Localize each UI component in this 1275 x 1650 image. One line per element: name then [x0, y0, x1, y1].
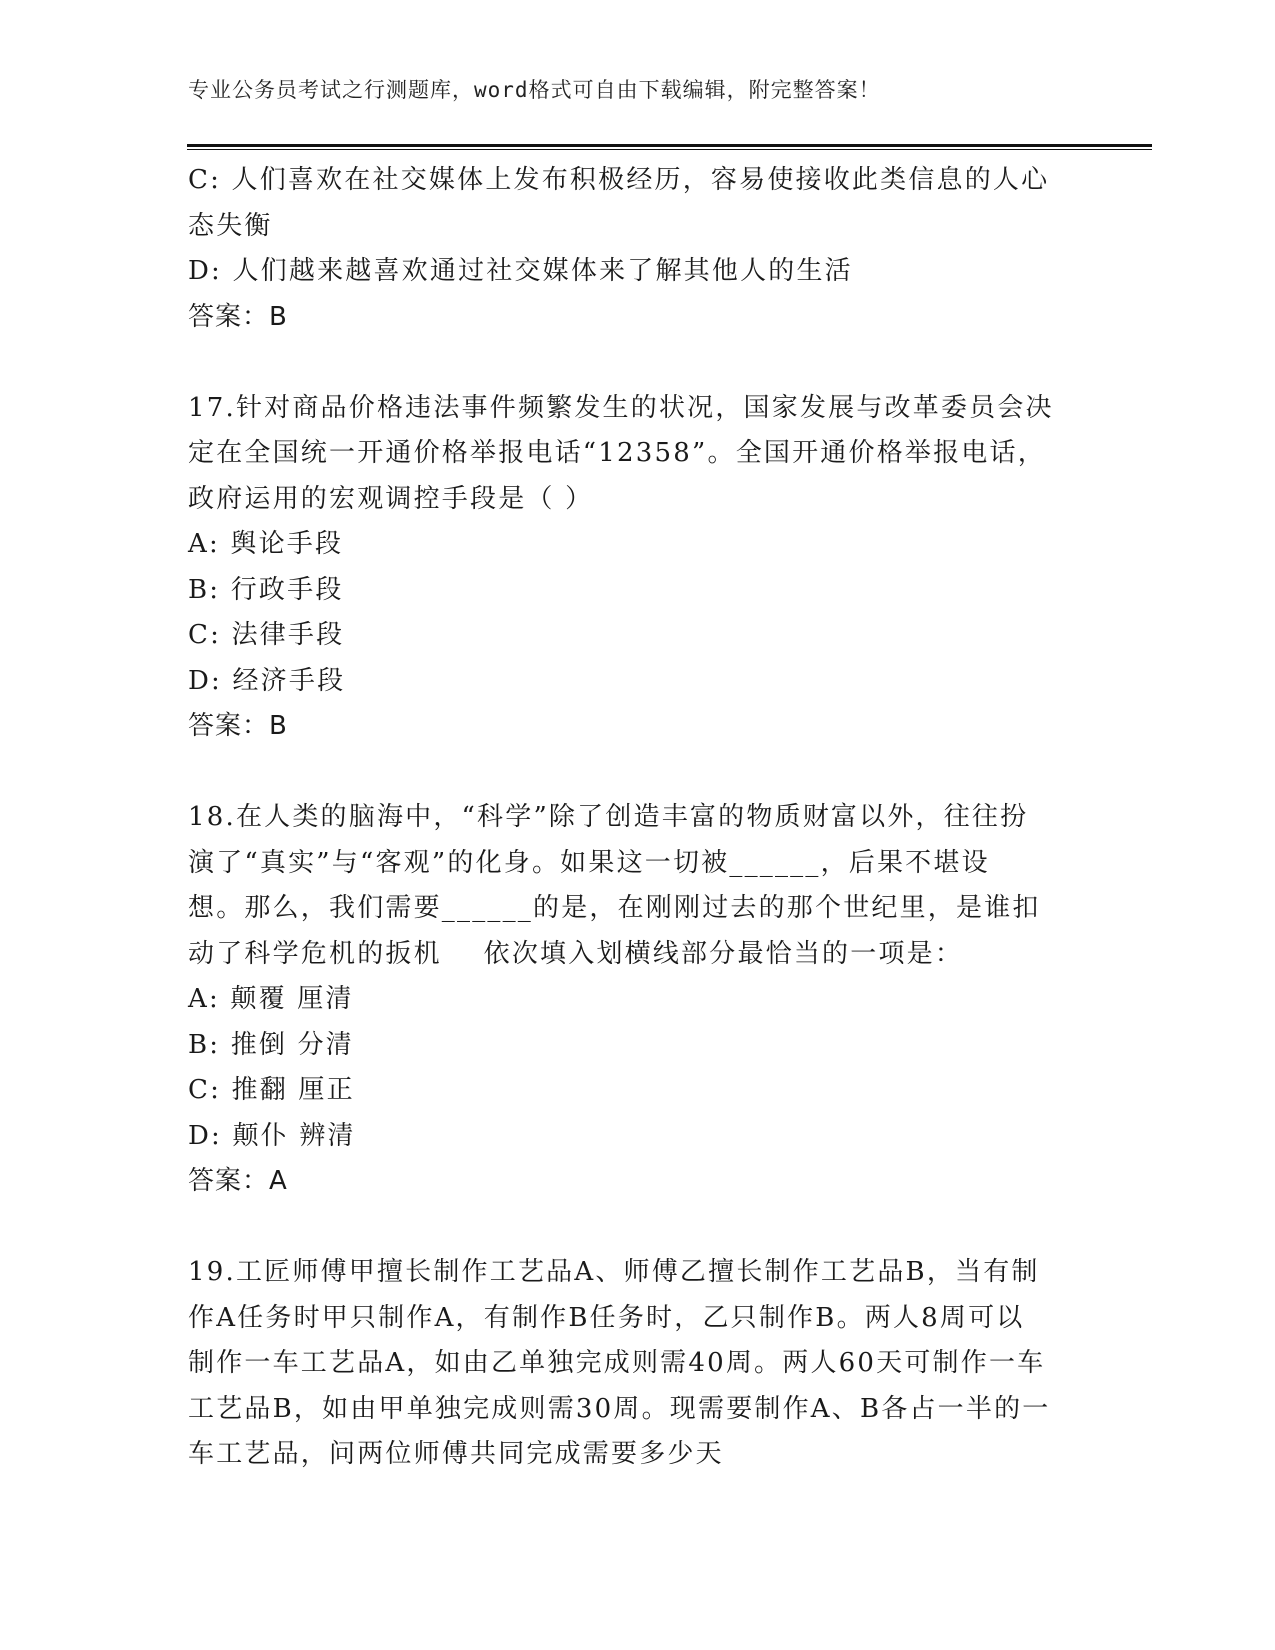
option-d: D: 人们越来越喜欢通过社交媒体来了解其他人的生活: [188, 256, 853, 286]
question-stem: 演了“真实”与“客观”的化身。如果这一切被______，后果不堪设: [188, 847, 990, 878]
question-17: [188, 386, 1088, 750]
question-stem: 工艺品B，如由甲单独完成则需30周。现需要制作A、B各占一半的一: [188, 1393, 1051, 1424]
answer-label: 答案：B: [188, 711, 288, 741]
question-stem: 19.工匠师傅甲擅长制作工艺品A、师傅乙擅长制作工艺品B，当有制: [188, 1257, 1040, 1287]
answer-label: 答案：A: [188, 1166, 288, 1196]
page-header: 专业公务员考试之行测题库，word格式可自由下载编辑，附完整答案！: [188, 78, 881, 102]
document-body: [188, 158, 1088, 1478]
question-stem: 作A任务时甲只制作A，有制作B任务时，乙只制作B。两人8周可以: [188, 1302, 1025, 1333]
option-d: D: 颠仆 辨清: [188, 1120, 356, 1151]
header-divider: [187, 144, 1152, 150]
question-stem: 制作一车工艺品A，如由乙单独完成则需40周。两人60天可制作一车: [188, 1348, 1046, 1378]
option-c: C: 人们喜欢在社交媒体上发布积极经历，容易使接收此类信息的人心: [188, 165, 1050, 195]
question-stem: 想。那么，我们需要______的是，在刚刚过去的那个世纪里，是谁扣: [188, 893, 1041, 923]
option-c: C: 法律手段: [188, 620, 345, 650]
option-c-continued: 态失衡: [188, 210, 273, 241]
option-d: D: 经济手段: [188, 665, 346, 696]
question-18: [188, 795, 1088, 1205]
question-16-tail: [188, 158, 1088, 340]
question-stem: 17.针对商品价格违法事件频繁发生的状况，国家发展与改革委员会决: [188, 392, 1054, 423]
question-stem: 定在全国统一开通价格举报电话“12358”。全国开通价格举报电话，: [188, 438, 1046, 468]
question-stem: 政府运用的宏观调控手段是（ ）: [188, 483, 594, 514]
question-stem: 车工艺品，问两位师傅共同完成需要多少天: [188, 1439, 724, 1469]
question-stem: 动了科学危机的扳机 依次填入划横线部分最恰当的一项是：: [188, 938, 964, 969]
option-b: B: 行政手段: [188, 574, 344, 605]
option-a: A: 舆论手段: [188, 529, 344, 559]
question-19: [188, 1250, 1088, 1478]
answer-label: 答案：B: [188, 301, 288, 332]
option-a: A: 颠覆 厘清: [188, 984, 354, 1014]
question-stem: 18.在人类的脑海中，“科学”除了创造丰富的物质财富以外，往往扮: [188, 802, 1029, 832]
option-c: C: 推翻 厘正: [188, 1075, 355, 1105]
option-b: B: 推倒 分清: [188, 1029, 354, 1060]
